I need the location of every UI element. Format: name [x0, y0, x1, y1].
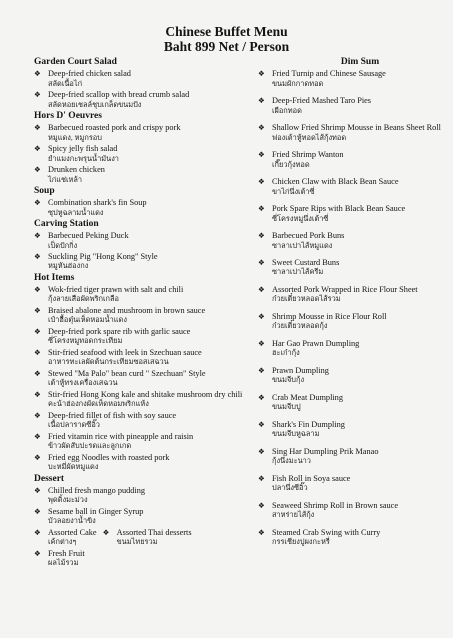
- dish-name-english: Fried Turnip and Chinese Sausage: [272, 69, 386, 78]
- menu-item: [34, 123, 270, 142]
- dish-name-english: Prawn Dumpling: [272, 365, 329, 375]
- menu-item: [258, 420, 450, 439]
- dish-name-english: Shrimp Mousse in Rice Flour Roll: [272, 311, 387, 321]
- bullet-icon: ❖: [34, 506, 41, 516]
- section-heading-hors: Hors D' Oeuvres: [34, 110, 102, 121]
- menu-item: [258, 69, 450, 88]
- dish-name-english: Fried vitamin rice with pineapple and raisin: [48, 431, 194, 441]
- menu-item: [34, 69, 270, 88]
- dish-name-english: Spicy jelly fish salad: [48, 143, 118, 153]
- bullet-icon: ❖: [258, 500, 265, 510]
- dish-name-thai: อาหารทะเลผัดต้นกระเทียมซอสเสฉวน: [48, 357, 169, 367]
- dish-name-thai: ขนมจีบปู: [272, 402, 301, 412]
- menu-item: [34, 285, 270, 304]
- menu-item: [34, 144, 270, 163]
- bullet-icon: ❖: [34, 164, 41, 174]
- dish-name-thai: เต้าหู้ทรงเครื่องเสฉวน: [48, 378, 118, 388]
- dish-name-thai: หมูหันฮ่องกง: [48, 261, 89, 271]
- section-heading-soup: Soup: [34, 185, 55, 196]
- bullet-icon: ❖: [258, 284, 265, 294]
- bullet-icon: ❖: [34, 284, 41, 294]
- bullet-icon: ❖: [34, 431, 41, 441]
- dish-name-english: Har Gao Prawn Dumpling: [272, 338, 360, 348]
- menu-item: [258, 366, 450, 385]
- dish-name-english: Stir-fried Hong Kong kale and shitake mushroom dry chili: [48, 389, 243, 399]
- bullet-icon: ❖: [34, 410, 41, 420]
- menu-item: [34, 327, 270, 346]
- dish-name-english: Fried Shrimp Wanton: [272, 149, 344, 159]
- menu-item: [34, 231, 270, 250]
- bullet-icon: ❖: [258, 69, 265, 78]
- dish-name-english: Deep-fried chicken salad: [48, 69, 131, 78]
- section-heading-dim-sum: Dim Sum: [340, 57, 380, 67]
- dish-name-english: Fried egg Noodles with roasted pork: [48, 452, 170, 462]
- bullet-icon: ❖: [34, 122, 41, 132]
- dish-name-english: Stewed "Ma Palo" bean curd " Szechuan" Style: [48, 368, 206, 378]
- dish-name-english: Braised abalone and mushroom in brown sauce: [48, 305, 206, 315]
- bullet-icon: ❖: [34, 347, 41, 357]
- dish-name-thai: บัวลอยงาน้ำขิง: [48, 516, 96, 526]
- dish-name-thai: ผลไม้รวม: [48, 558, 79, 568]
- dish-name-english: Suckling Pig "Hong Kong" Style: [48, 251, 158, 261]
- bullet-icon: ❖: [258, 176, 265, 186]
- dish-name-thai: ปลานึ่งซีอิ๊ว: [272, 483, 308, 493]
- dish-name-thai: ขนมผักกาดทอด: [272, 78, 324, 88]
- dish-name-thai: ซาลาเปาไส้หมูแดง: [272, 240, 333, 250]
- dish-name-thai: ฟองเต้าหู้ทอดไส้กุ้งทอด: [272, 132, 347, 142]
- bullet-icon: ❖: [34, 69, 41, 78]
- menu-item: [34, 507, 270, 526]
- bullet-icon: ❖: [258, 338, 265, 348]
- menu-item: [258, 150, 450, 169]
- dish-name-thai: ขนมจีบหูฉลาม: [272, 429, 320, 439]
- dish-name-thai: ข้าวผัดสับปะรดและลูกเกด: [48, 441, 132, 451]
- dish-name-thai: ขนมจีบกุ้ง: [272, 375, 305, 385]
- menu-item: [258, 96, 450, 115]
- dish-name-thai: กรรเชียงปูผงกะหรี่: [272, 537, 330, 547]
- menu-item: [34, 432, 270, 451]
- menu-item: [258, 312, 450, 331]
- bullet-icon: ❖: [34, 485, 41, 495]
- bullet-icon: ❖: [258, 230, 265, 240]
- dish-name-english: Shallow Fried Shrimp Mousse in Beans Sheet Roll: [272, 122, 441, 132]
- dish-name-english: Deep-fried fillet of fish with soy sauce: [48, 410, 177, 420]
- dish-name-thai: ซุปหูฉลามน้ำแดง: [48, 207, 104, 217]
- bullet-icon: ❖: [34, 251, 41, 261]
- bullet-icon: ❖: [34, 230, 41, 240]
- menu-item: [34, 369, 270, 388]
- dessert-pair-row: [34, 528, 270, 549]
- dish-name-english: Deep-Fried Mashed Taro Pies: [272, 95, 372, 105]
- right-column: [258, 56, 450, 555]
- dish-name-thai: เป็ดปักกิ่ง: [48, 240, 78, 250]
- dish-name-english: Chicken Claw with Black Bean Sauce: [272, 176, 399, 186]
- bullet-icon: ❖: [34, 368, 41, 378]
- menu-title: Chinese Buffet Menu: [165, 24, 288, 39]
- menu-item: [258, 177, 450, 196]
- bullet-icon: ❖: [258, 419, 265, 429]
- bullet-icon: ❖: [258, 95, 265, 105]
- bullet-icon: ❖: [34, 143, 41, 153]
- dish-name-thai: ไก่แช่เหล้า: [48, 174, 83, 184]
- menu-item: [258, 339, 450, 358]
- dish-name-english: Stir-fried seafood with leek in Szechuan sauce: [48, 347, 202, 357]
- dish-name-thai: กุ้งนึ่งมะนาว: [272, 456, 311, 466]
- dish-name-thai: สลัดเนื้อไก่: [48, 78, 83, 88]
- dish-name-thai: ก๋วยเตี๋ยวหลอดกุ้ง: [272, 321, 328, 331]
- dish-name-english: Assorted Cake: [48, 527, 97, 537]
- menu-item: [258, 123, 450, 142]
- section-heading-hot: Hot Items: [34, 272, 75, 283]
- dish-name-thai: คะน้าฮ่องกงผัดเห็ดหอมพริกแห้ง: [48, 399, 149, 409]
- section-heading-carving: Carving Station: [34, 218, 99, 229]
- dish-name-english: Fish Roll in Soya sauce: [272, 473, 351, 483]
- menu-item: [258, 447, 450, 466]
- menu-item: [34, 348, 270, 367]
- bullet-icon: ❖: [34, 548, 41, 558]
- dish-name-english: Seaweed Shrimp Roll in Brown sauce: [272, 500, 399, 510]
- bullet-icon: ❖: [34, 389, 41, 399]
- menu-item: [258, 231, 450, 250]
- bullet-icon: ❖: [258, 311, 265, 321]
- menu-item: [34, 549, 270, 568]
- dish-name-thai: ขนมไทยรวม: [116, 537, 158, 547]
- menu-item: [34, 528, 97, 547]
- menu-item: [34, 306, 270, 325]
- dish-name-thai: ซี่โครงหมูนึ่งเต้าซี่: [272, 213, 329, 223]
- dish-name-english: Crab Meat Dumpling: [272, 392, 343, 402]
- menu-item: [258, 393, 450, 412]
- dish-name-thai: หมูแดง, หมูกรอบ: [48, 132, 102, 142]
- dish-name-english: Barbecued Peking Duck: [48, 230, 129, 240]
- dish-name-english: Combination shark's fin Soup: [48, 197, 147, 207]
- bullet-icon: ❖: [258, 149, 265, 159]
- bullet-icon: ❖: [258, 203, 265, 213]
- menu-item: [34, 198, 270, 217]
- menu-item: [34, 252, 270, 271]
- dish-name-thai: เผือกทอด: [272, 105, 302, 115]
- bullet-icon: ❖: [34, 452, 41, 462]
- dish-name-thai: ยำแมงกะพรุนน้ำมันงา: [48, 153, 119, 163]
- dish-name-thai: เนื้อปลาราดซีอิ๊ว: [48, 420, 100, 430]
- dish-name-english: Deep-fried pork spare rib with garlic sauce: [48, 326, 191, 336]
- dish-name-thai: ซาลาเปาไส้ครีม: [272, 267, 324, 277]
- dish-name-thai: เกี๊ยวกุ้งทอด: [272, 159, 310, 169]
- dish-name-english: Barbecued Pork Buns: [272, 230, 345, 240]
- bullet-icon: ❖: [102, 527, 110, 537]
- dish-name-thai: เค้กต่างๆ: [48, 537, 77, 547]
- bullet-icon: ❖: [258, 446, 265, 456]
- dish-name-english: Assorted Pork Wrapped in Rice Flour Sheet: [272, 284, 418, 294]
- dish-name-english: Wok-fried tiger prawn with salt and chili: [48, 284, 184, 294]
- dish-name-english: Shark's Fin Dumpling: [272, 419, 345, 429]
- bullet-icon: ❖: [258, 257, 265, 267]
- dish-name-english: Drunken chicken: [48, 164, 105, 174]
- bullet-icon: ❖: [258, 473, 265, 483]
- menu-item: [258, 204, 450, 223]
- bullet-icon: ❖: [34, 89, 41, 99]
- menu-item: [34, 165, 270, 184]
- menu-item: [34, 453, 270, 472]
- dish-name-thai: สลัดหอยเชลล์ชุบเกล็ดขนมปัง: [48, 99, 142, 109]
- dish-name-english: Sesame ball in Ginger Syrup: [48, 506, 144, 516]
- bullet-icon: ❖: [258, 392, 265, 402]
- bullet-icon: ❖: [258, 122, 265, 132]
- menu-item: [258, 528, 450, 547]
- dish-name-english: Sweet Custard Buns: [272, 257, 340, 267]
- menu-item: [34, 411, 270, 430]
- bullet-icon: ❖: [34, 527, 41, 537]
- dish-name-thai: บะหมี่ผัดหมูแดง: [48, 462, 99, 472]
- bullet-icon: ❖: [34, 305, 41, 315]
- bullet-icon: ❖: [34, 326, 41, 336]
- dish-name-english: Sing Har Dumpling Prik Manao: [272, 446, 379, 456]
- menu-item: [258, 258, 450, 277]
- menu-price: Baht 899 Net / Person: [163, 39, 290, 54]
- dish-name-thai: ฮะเก๋ากุ้ง: [272, 348, 300, 358]
- menu-item: [34, 90, 270, 109]
- bullet-icon: ❖: [34, 197, 41, 207]
- section-heading-garden: Garden Court Salad: [34, 57, 117, 67]
- section-heading-dessert: Dessert: [34, 473, 65, 484]
- left-column: [34, 56, 270, 570]
- dish-name-thai: สาหร่ายไส้กุ้ง: [272, 510, 315, 520]
- dish-name-thai: ขาไก่นึ่งเต้าซี่: [272, 186, 315, 196]
- dish-name-thai: กุ้งลายเสือผัดพริกเกลือ: [48, 294, 119, 304]
- dish-name-english: Fresh Fruit: [48, 548, 85, 558]
- menu-item: [34, 486, 270, 505]
- dish-name-english: Pork Spare Rips with Black Bean Sauce: [272, 203, 406, 213]
- dish-name-english: Chilled fresh mango pudding: [48, 485, 146, 495]
- dish-name-thai: พุดดิ้งมะม่วง: [48, 495, 88, 505]
- menu-item: [103, 528, 192, 547]
- dish-name-english: Deep-fried scallop with bread crumb salad: [48, 89, 190, 99]
- menu-item: [258, 474, 450, 493]
- menu-item: [34, 390, 270, 409]
- dish-name-english: Assorted Thai desserts: [116, 527, 192, 537]
- dish-name-thai: เป๋าฮื้อตุ๋นเห็ดหอมน้ำแดง: [48, 315, 127, 325]
- dish-name-english: Steamed Crab Swing with Curry: [272, 527, 381, 537]
- menu-item: [258, 285, 450, 304]
- menu-item: [258, 501, 450, 520]
- bullet-icon: ❖: [258, 365, 265, 375]
- dish-name-thai: ซี่โครงหมูทอดกระเทียม: [48, 336, 123, 346]
- dish-name-english: Barbecued roasted pork and crispy pork: [48, 122, 181, 132]
- bullet-icon: ❖: [258, 527, 265, 537]
- dish-name-thai: ก๋วยเตี๋ยวหลอดไส้รวม: [272, 294, 341, 304]
